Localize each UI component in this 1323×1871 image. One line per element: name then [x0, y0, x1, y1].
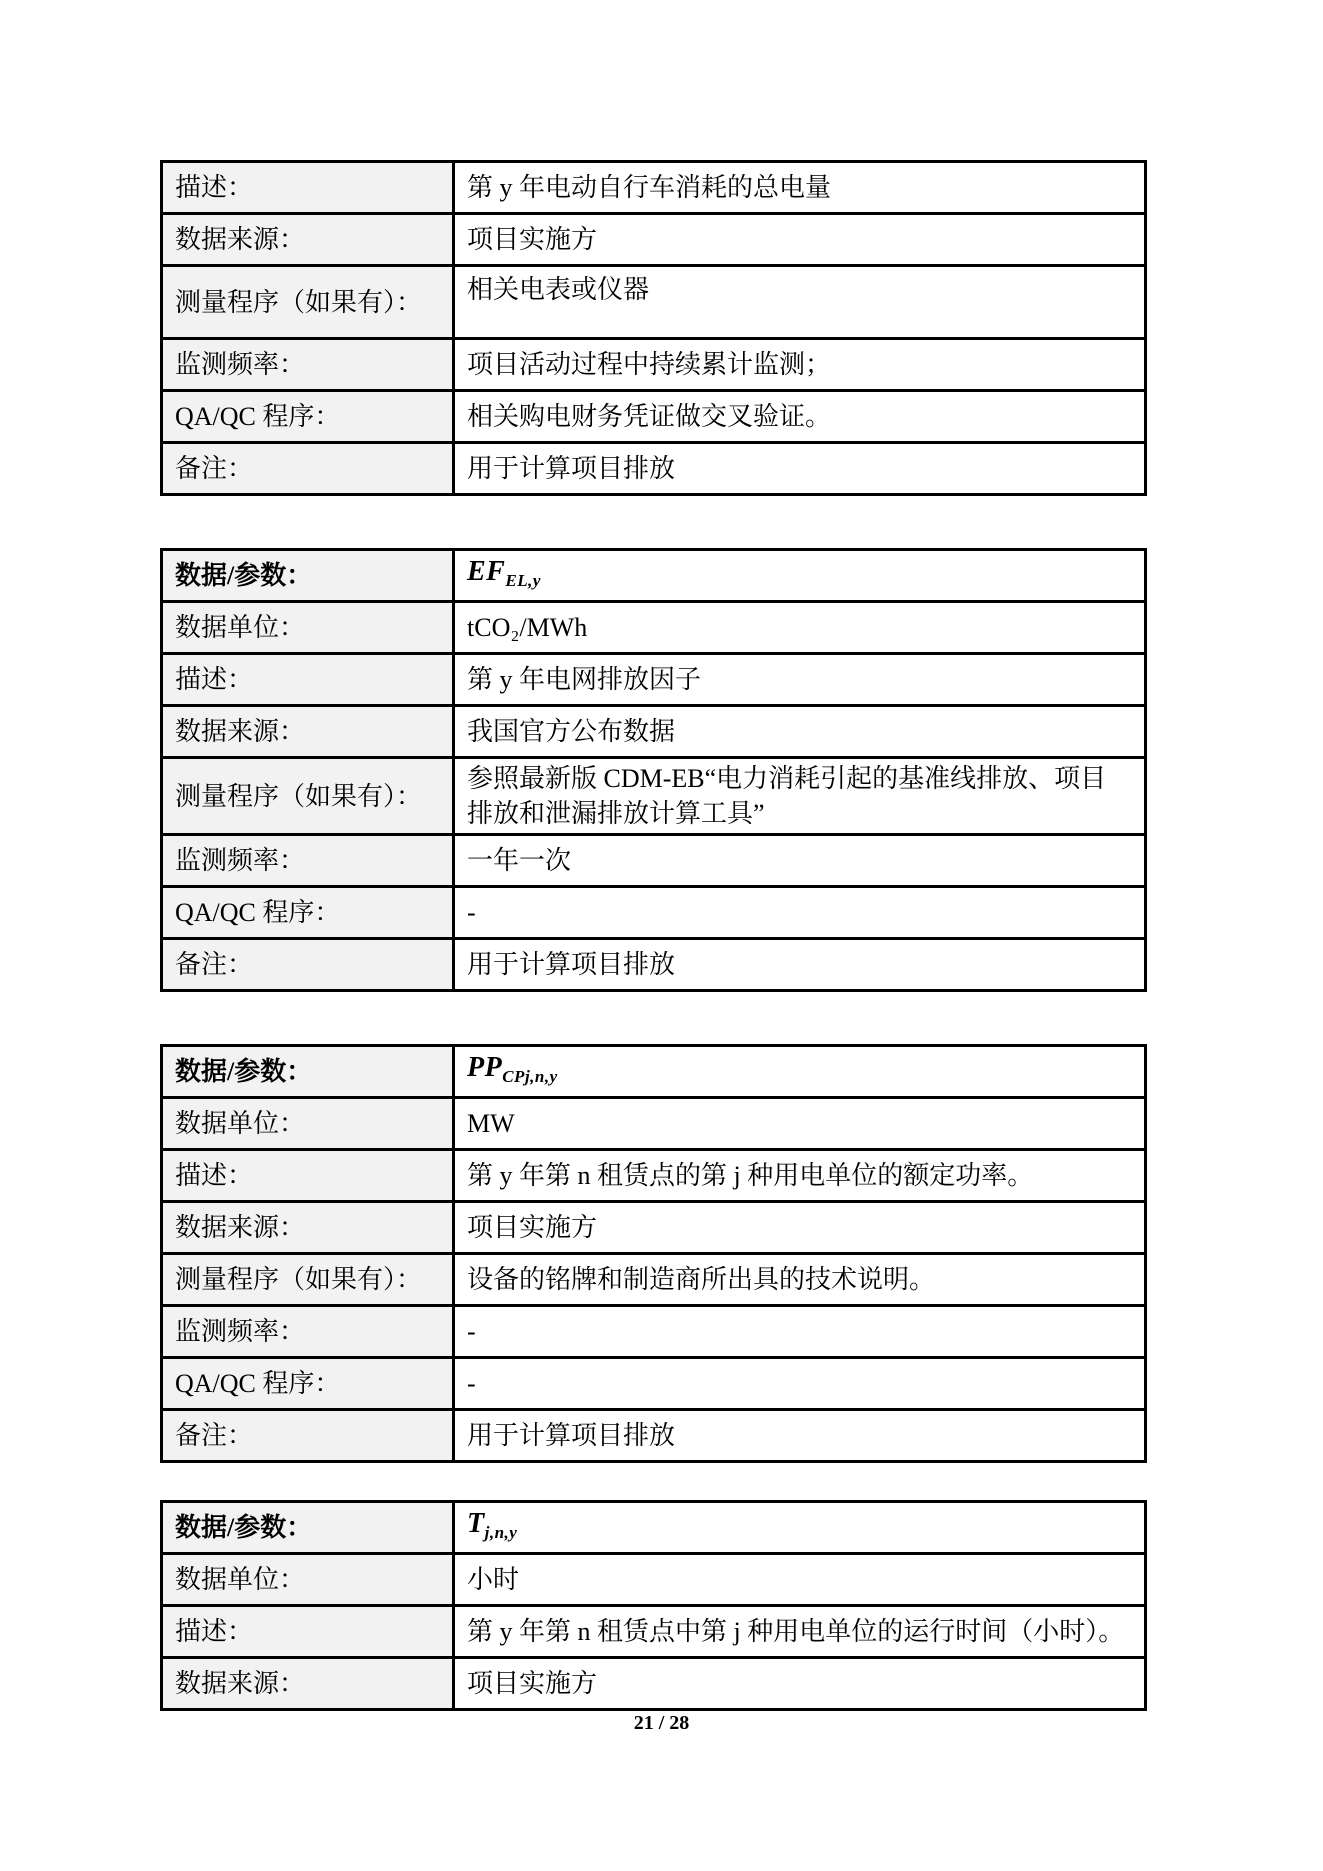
table-row [162, 706, 1146, 758]
param-name-main: T [467, 1507, 485, 1539]
row-label: 描述： [162, 1150, 454, 1202]
row-value: 相关购电财务凭证做交叉验证。 [454, 391, 1146, 443]
table-row [162, 1306, 1146, 1358]
row-label: 数据来源： [162, 214, 454, 266]
row-value: - [454, 887, 1146, 939]
param-name-subscript: CPj,n,y [502, 1066, 558, 1086]
row-label: 监测频率： [162, 1306, 454, 1358]
param-name-main: EF [467, 555, 506, 587]
table-row [162, 1150, 1146, 1202]
table-header-row [162, 1046, 1146, 1098]
row-label: QA/QC 程序： [162, 1358, 454, 1410]
table-row [162, 339, 1146, 391]
table-row [162, 939, 1146, 991]
param-header-label: 数据/参数： [162, 1046, 454, 1098]
parameter-table-2 [160, 548, 1147, 992]
row-value: 相关电表或仪器 [454, 266, 1146, 339]
parameter-table-1 [160, 160, 1147, 496]
row-value: 第 y 年电网排放因子 [454, 654, 1146, 706]
table-row [162, 1658, 1146, 1710]
row-value: - [454, 1306, 1146, 1358]
row-value: 项目实施方 [454, 1202, 1146, 1254]
param-name [454, 1046, 1146, 1098]
row-value: tCO₂/MWh [454, 602, 1146, 654]
row-label: 备注： [162, 443, 454, 495]
table-row [162, 443, 1146, 495]
table-row [162, 1358, 1146, 1410]
row-label: 数据来源： [162, 1658, 454, 1710]
param-name [454, 1502, 1146, 1554]
table-row [162, 391, 1146, 443]
row-label: 描述： [162, 162, 454, 214]
table-header-row [162, 550, 1146, 602]
table-row [162, 1606, 1146, 1658]
table-row [162, 602, 1146, 654]
table-row [162, 887, 1146, 939]
table-row [162, 654, 1146, 706]
row-value: 第 y 年第 n 租赁点的第 j 种用电单位的额定功率。 [454, 1150, 1146, 1202]
tables-area [160, 160, 1144, 1711]
row-label: QA/QC 程序： [162, 391, 454, 443]
row-value: 第 y 年第 n 租赁点中第 j 种用电单位的运行时间（小时）。 [454, 1606, 1146, 1658]
row-value: 项目活动过程中持续累计监测； [454, 339, 1146, 391]
row-label: 数据来源： [162, 1202, 454, 1254]
row-value: 第 y 年电动自行车消耗的总电量 [454, 162, 1146, 214]
row-label: 描述： [162, 654, 454, 706]
table-row [162, 1254, 1146, 1306]
row-label: 备注： [162, 939, 454, 991]
table-row [162, 214, 1146, 266]
row-value: 用于计算项目排放 [454, 939, 1146, 991]
table-row [162, 758, 1146, 835]
row-label: 数据来源： [162, 706, 454, 758]
row-label: 测量程序（如果有）： [162, 758, 454, 835]
table-row [162, 1410, 1146, 1462]
param-name-main: PP [467, 1051, 503, 1083]
row-value: 小时 [454, 1554, 1146, 1606]
table-row [162, 1202, 1146, 1254]
param-header-label: 数据/参数： [162, 1502, 454, 1554]
row-label: 数据单位： [162, 1098, 454, 1150]
row-value: MW [454, 1098, 1146, 1150]
row-value: 项目实施方 [454, 214, 1146, 266]
parameter-table-3 [160, 1044, 1147, 1463]
page-number: 21 / 28 [633, 1712, 690, 1734]
row-value: 一年一次 [454, 835, 1146, 887]
row-value: 用于计算项目排放 [454, 1410, 1146, 1462]
row-label: 备注： [162, 1410, 454, 1462]
row-label: 测量程序（如果有）： [162, 266, 454, 339]
row-label: 监测频率： [162, 835, 454, 887]
parameter-table-4 [160, 1500, 1147, 1711]
table-row [162, 1554, 1146, 1606]
row-label: 描述： [162, 1606, 454, 1658]
row-value: 设备的铭牌和制造商所出具的技术说明。 [454, 1254, 1146, 1306]
row-value: 用于计算项目排放 [454, 443, 1146, 495]
table-row [162, 162, 1146, 214]
table-row [162, 835, 1146, 887]
param-header-label: 数据/参数： [162, 550, 454, 602]
row-value: 我国官方公布数据 [454, 706, 1146, 758]
param-name-subscript: j,n,y [484, 1522, 518, 1542]
param-name [454, 550, 1146, 602]
row-label: 监测频率： [162, 339, 454, 391]
table-row [162, 1098, 1146, 1150]
row-value: - [454, 1358, 1146, 1410]
row-label: 测量程序（如果有）： [162, 1254, 454, 1306]
row-value: 项目实施方 [454, 1658, 1146, 1710]
row-label: 数据单位： [162, 602, 454, 654]
table-row [162, 266, 1146, 339]
row-label: 数据单位： [162, 1554, 454, 1606]
table-header-row [162, 1502, 1146, 1554]
row-value: 参照最新版 CDM-EB“电力消耗引起的基准线排放、项目排放和泄漏排放计算工具” [454, 758, 1146, 835]
param-name-subscript: EL,y [505, 570, 541, 590]
row-label: QA/QC 程序： [162, 887, 454, 939]
